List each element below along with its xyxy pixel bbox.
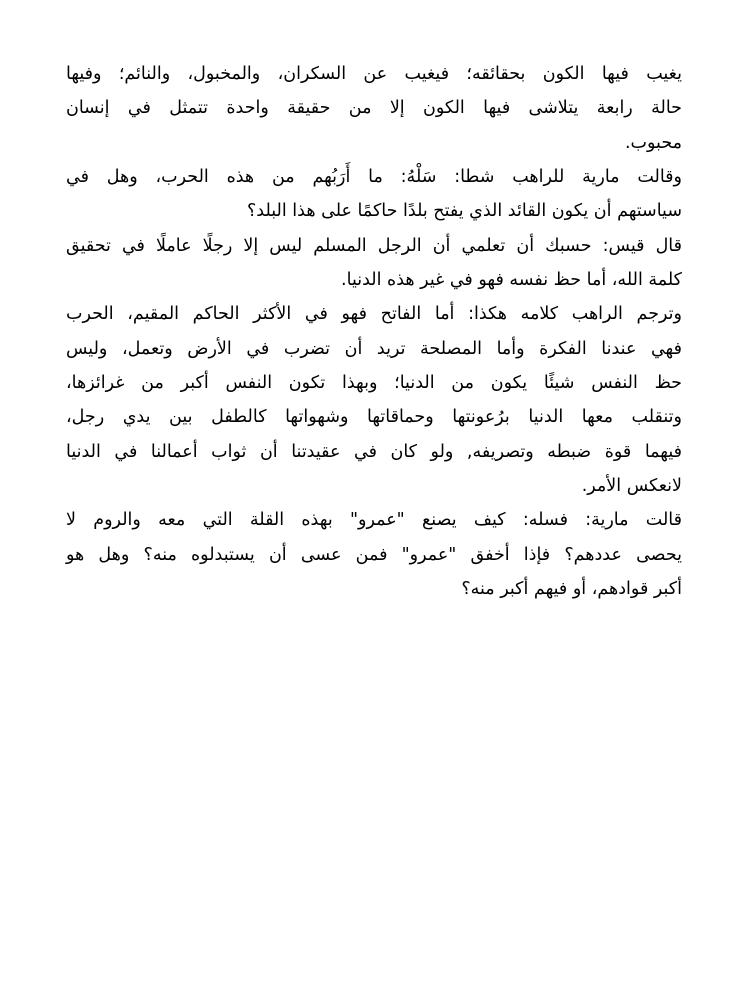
text-line: لانعكس الأمر. — [581, 476, 682, 497]
text-line: فهي عندنا الفكرة وأما المصلحة تريد أن تضرب في الأرض وتعمل، وليس — [66, 338, 682, 359]
text-line: قالت مارية: فسله: كيف يصنع "عمرو" بهذه القلة التي معه والروم لا — [66, 510, 682, 531]
text-line: يحصى عددهم؟ فإذا أخفق "عمرو" فمن عسى أن يستبدلوه منه؟ وهل هو — [66, 544, 682, 565]
text-line: سياستهم أن يكون القائد الذي يفتح بلدًا حاكمًا على هذا البلد؟ — [247, 201, 682, 222]
text-line: أكبر قوادهم، أو فيهم أكبر منه؟ — [461, 579, 682, 600]
text-line: كلمة الله، أما حظ نفسه فهو في غير هذه الدنيا. — [341, 270, 682, 291]
body-text — [66, 57, 682, 607]
text-line: فيهما قوة ضبطه وتصريفه, ولو كان في عقيدتنا أن ثواب أعمالنا في الدنيا — [66, 441, 682, 462]
text-line: وترجم الراهب كلامه هكذا: أما الفاتح فهو في الأكثر الحاكم المقيم، الحرب — [66, 304, 682, 325]
text-line: قال قيس: حسبك أن تعلمي أن الرجل المسلم ليس إلا رجلًا عاملًا في تحقيق — [66, 235, 682, 256]
text-line: وقالت مارية للراهب شطا: سَلْهُ: ما أَرَبُهم من هذه الحرب، وهل في — [66, 167, 682, 188]
text-line: حالة رابعة يتلاشى فيها الكون إلا من حقيقة واحدة تتمثل في إنسان — [66, 98, 682, 119]
text-line: محبوب. — [624, 132, 682, 153]
text-line: حظ النفس شيئًا يكون من الدنيا؛ وبهذا تكون النفس أكبر من غرائزها، — [66, 373, 682, 394]
text-line: يغيب فيها الكون بحقائقه؛ فيغيب عن السكران، والمخبول، والنائم؛ وفيها — [66, 64, 682, 84]
text-line: وتنقلب معها الدنيا برُعونتها وحماقاتها وشهواتها كالطفل بين يدي رجل، — [66, 407, 682, 428]
